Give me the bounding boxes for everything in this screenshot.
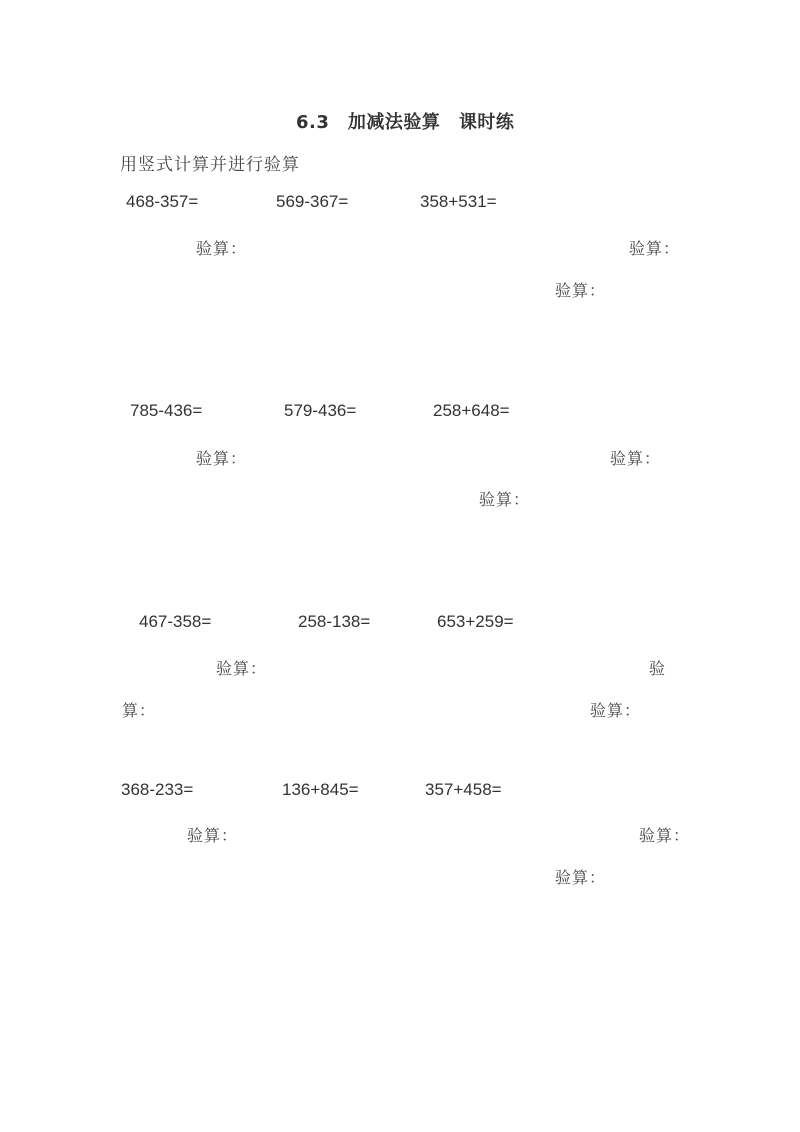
check-label-4-2: 验算： — [639, 826, 691, 845]
check-label-3-1: 验算： — [216, 659, 268, 678]
problem-4-1: 368-233= — [121, 780, 194, 799]
problem-4-2: 136+845= — [282, 780, 359, 799]
check-label-3-2-part1: 验 — [649, 659, 667, 678]
instruction-text: 用竖式计算并进行验算 — [120, 155, 300, 175]
problem-1-3: 358+531= — [420, 192, 497, 211]
problem-2-1: 785-436= — [130, 401, 203, 420]
problem-3-1: 467-358= — [139, 612, 212, 631]
check-label-1-3: 验算： — [555, 281, 607, 300]
check-label-3-2-part2: 算： — [122, 701, 157, 720]
check-label-1-1: 验算： — [196, 239, 248, 258]
problem-2-3: 258+648= — [433, 401, 510, 420]
problem-4-3: 357+458= — [425, 780, 502, 799]
problem-3-3: 653+259= — [437, 612, 514, 631]
check-label-4-1: 验算： — [187, 826, 239, 845]
problem-1-1: 468-357= — [126, 192, 199, 211]
problem-1-2: 569-367= — [276, 192, 349, 211]
problem-3-2: 258-138= — [298, 612, 371, 631]
problem-2-2: 579-436= — [284, 401, 357, 420]
check-label-1-2: 验算： — [629, 239, 681, 258]
check-label-3-3: 验算： — [590, 701, 642, 720]
check-label-2-3: 验算： — [479, 490, 531, 509]
check-label-4-3: 验算： — [555, 868, 607, 887]
check-label-2-1: 验算： — [196, 449, 248, 468]
check-label-2-2: 验算： — [610, 449, 662, 468]
page-title: 6.3 加减法验算 课时练 — [296, 112, 515, 133]
